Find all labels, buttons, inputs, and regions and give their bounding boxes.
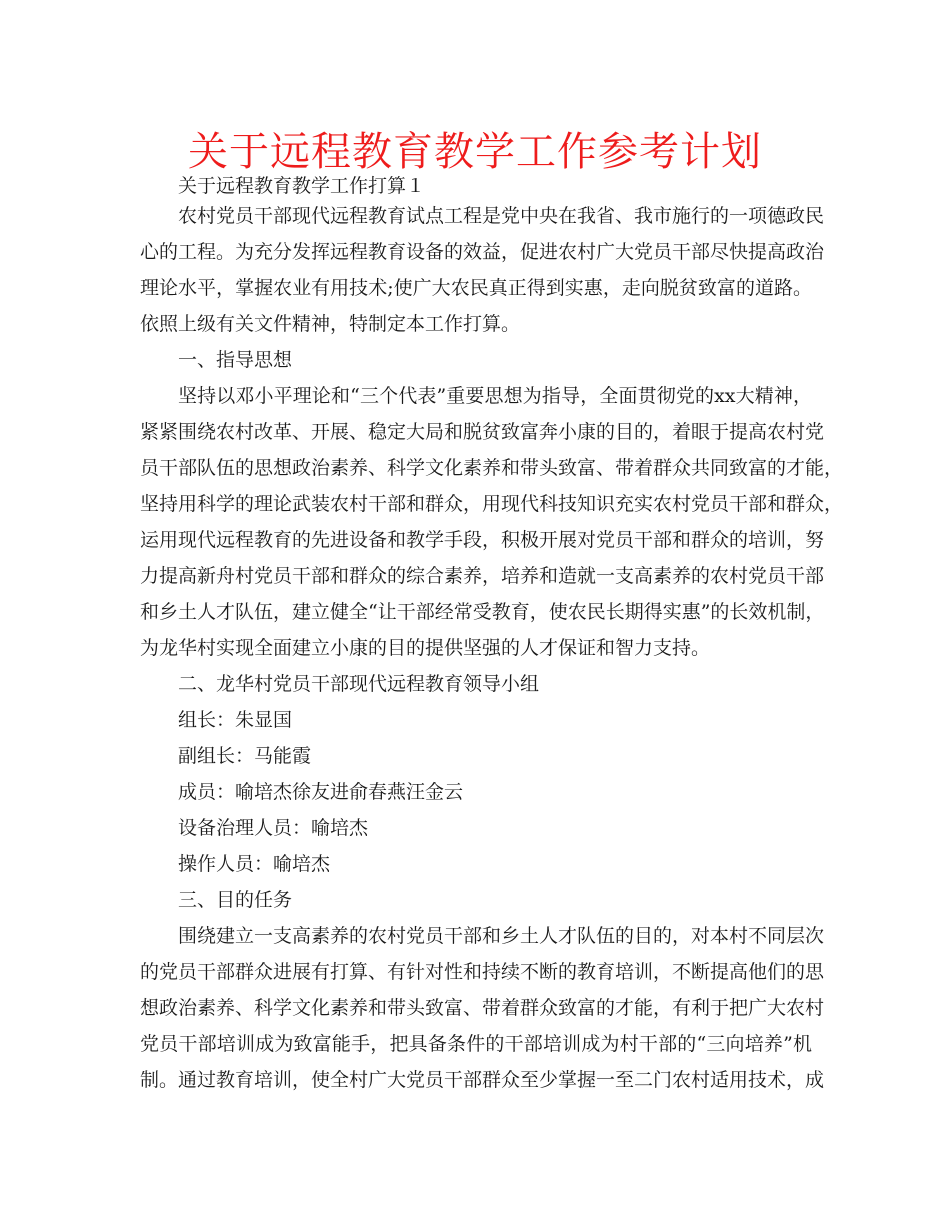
- list-item: 副组长：马能霞: [178, 745, 312, 767]
- paragraph-line: 紧紧围绕农村改革、开展、稳定大局和脱贫致富奔小康的目的，着眼于提高农村党: [140, 421, 825, 443]
- section-heading: 一、指导思想: [178, 349, 293, 371]
- list-item: 成员：喻培杰徐友进俞春燕汪金云: [178, 781, 464, 803]
- paragraph-line: 的党员干部群众进展有打算、有针对性和持续不断的教育培训，不断提高他们的思: [140, 961, 825, 983]
- paragraph-heading: 关于远程教育教学工作打算１: [178, 175, 426, 197]
- paragraph-line: 依照上级有关文件精神，特制定本工作打算。: [140, 313, 521, 335]
- paragraph-line: 力提高新舟村党员干部和群众的综合素养，培养和造就一支高素养的农村党员干部: [140, 565, 825, 587]
- list-item: 操作人员：喻培杰: [178, 853, 331, 875]
- paragraph-line: 农村党员干部现代远程教育试点工程是党中央在我省、我市施行的一项德政民: [178, 205, 825, 227]
- paragraph-line: 坚持用科学的理论武装农村干部和群众，用现代科技知识充实农村党员干部和群众，: [140, 493, 844, 515]
- section-heading: 二、龙华村党员干部现代远程教育领导小组: [178, 673, 540, 695]
- list-item: 设备治理人员：喻培杰: [178, 817, 369, 839]
- paragraph-line: 党员干部培训成为致富能手，把具备条件的干部培训成为村干部的“三向培养”机: [140, 1033, 812, 1055]
- paragraph-line: 员干部队伍的思想政治素养、科学文化素养和带头致富、带着群众共同致富的才能，: [140, 457, 844, 479]
- paragraph-line: 坚持以邓小平理论和“三个代表”重要思想为指导，全面贯彻党的xx大精神，: [178, 385, 812, 407]
- paragraph-line: 运用现代远程教育的先进设备和教学手段，积极开展对党员干部和群众的培训，努: [140, 529, 825, 551]
- paragraph-line: 制。通过教育培训，使全村广大党员干部群众至少掌握一至二门农村适用技术，成: [140, 1069, 825, 1091]
- section-heading: 三、目的任务: [178, 889, 293, 911]
- paragraph-line: 心的工程。为充分发挥远程教育设备的效益，促进农村广大党员干部尽快提高政治: [140, 241, 825, 263]
- paragraph-line: 围绕建立一支高素养的农村党员干部和乡土人才队伍的目的，对本村不同层次: [178, 925, 825, 947]
- paragraph-line: 和乡土人才队伍，建立健全“让干部经常受教育，使农民长期得实惠”的长效机制，: [140, 601, 825, 623]
- document-title: 关于远程教育教学工作参考计划: [188, 129, 762, 175]
- list-item: 组长：朱显国: [178, 709, 293, 731]
- paragraph-line: 理论水平，掌握农业有用技术;使广大农民真正得到实惠，走向脱贫致富的道路。: [140, 277, 812, 299]
- paragraph-line: 想政治素养、科学文化素养和带头致富、带着群众致富的才能，有利于把广大农村: [140, 997, 825, 1019]
- paragraph-line: 为龙华村实现全面建立小康的目的提供坚强的人才保证和智力支持。: [140, 637, 711, 659]
